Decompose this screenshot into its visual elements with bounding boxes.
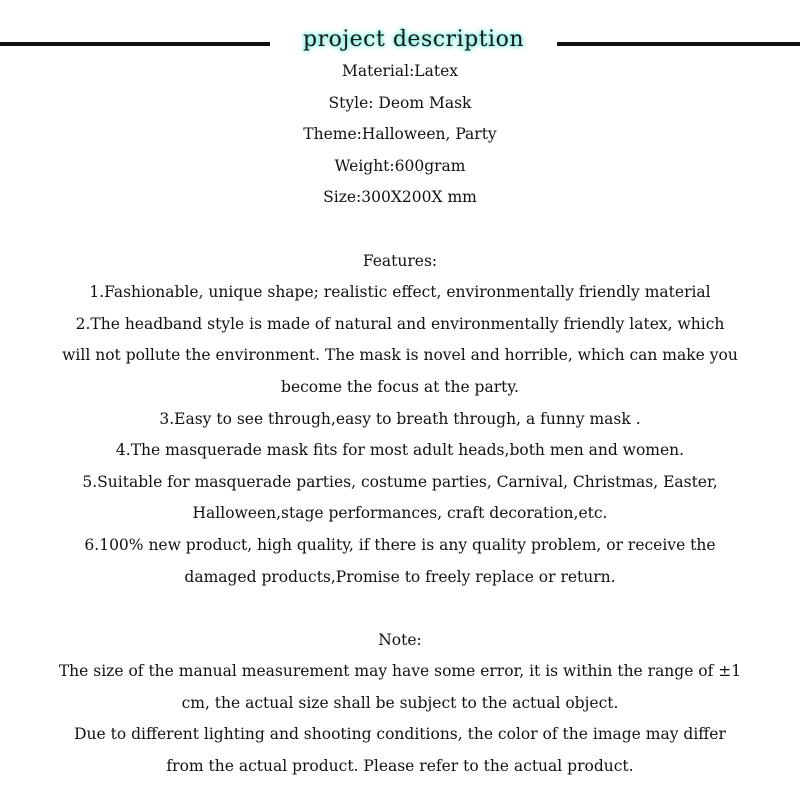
spec-weight: Weight:600gram [334, 156, 466, 175]
spec-size: Size:300X200X mm [323, 188, 477, 207]
feature-line: 6.100% new product, high quality, if there is any quality problem, or receive the [84, 535, 716, 554]
feature-line: 2.The headband style is made of natural and environmentally friendly latex, which [75, 314, 725, 333]
header-rule-left [0, 42, 270, 46]
spec-theme: Theme:Halloween, Party [303, 125, 497, 144]
section-title: project description [303, 27, 524, 52]
feature-line: 1.Fashionable, unique shape; realistic effect, environmentally friendly material [89, 283, 711, 302]
feature-line: become the focus at the party. [281, 377, 519, 396]
spacer [0, 214, 800, 246]
note-line: cm, the actual size shall be subject to the actual object. [181, 693, 619, 712]
feature-line: 3.Easy to see through,easy to breath through, a funny mask . [159, 409, 641, 428]
note-line: The size of the manual measurement may have some error, it is within the range of ±1 [58, 662, 742, 681]
feature-line: 4.The masquerade mask fits for most adult heads,both men and women. [115, 441, 685, 460]
note-heading: Note: [378, 630, 422, 649]
feature-line: 5.Suitable for masquerade parties, costume parties, Carnival, Christmas, Easter, [82, 472, 718, 491]
feature-line: damaged products,Promise to freely replace or return. [184, 567, 616, 586]
spacer [0, 593, 800, 625]
note-line: Due to different lighting and shooting conditions, the color of the image may differ [74, 725, 726, 744]
header-rule-right [557, 42, 800, 46]
feature-line: will not pollute the environment. The mask is novel and horrible, which can make you [62, 346, 738, 365]
spec-material: Material:Latex [342, 62, 458, 80]
feature-line: Halloween,stage performances, craft decoration,etc. [192, 504, 608, 523]
spec-style: Style: Deom Mask [328, 93, 472, 112]
description-body [0, 56, 800, 783]
note-line: from the actual product. Please refer to the actual product. [166, 757, 634, 776]
features-heading: Features: [362, 251, 438, 270]
